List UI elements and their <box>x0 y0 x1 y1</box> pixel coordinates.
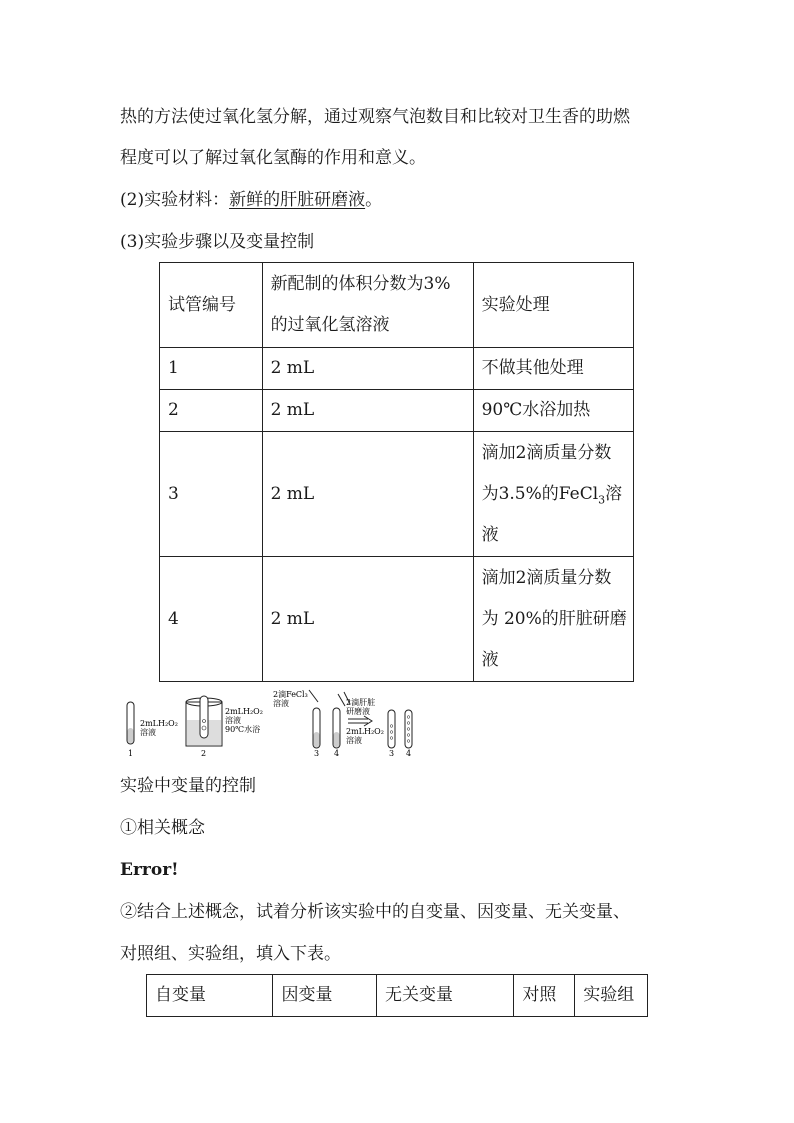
treatment-line2: 为 20%的肝脏研磨 <box>481 608 627 629</box>
cell-treatment <box>473 557 633 682</box>
header-control: 对照 <box>514 975 575 1017</box>
treatment-line3: 液 <box>481 649 499 670</box>
steps-heading: (3)实验步骤以及变量控制 <box>120 232 315 252</box>
fecl3-label2: 溶液 <box>273 699 289 708</box>
header-h2o2-line1: 新配制的体积分数为3% <box>270 274 451 294</box>
table-row <box>160 390 634 432</box>
tube-4b-icon <box>405 710 412 748</box>
tube-3-icon <box>313 708 320 748</box>
header-tube-number: 试管编号 <box>160 263 263 348</box>
analysis-line-1: ②结合上述概念，试着分析该实验中的自变量、因变量、无关变量、 <box>120 902 630 922</box>
cell-id: 1 <box>160 348 263 390</box>
table-row <box>160 557 634 682</box>
cell-volume: 2 mL <box>262 432 473 557</box>
treatment-subscript: 3 <box>598 492 606 506</box>
dropper-1-icon <box>309 690 318 702</box>
beaker-label1: 2mLH₂O₂ <box>225 707 263 716</box>
cell-treatment: 不做其他处理 <box>473 348 633 390</box>
cell-id: 2 <box>160 390 263 432</box>
cell-treatment <box>473 432 633 557</box>
materials-suffix: 。 <box>365 190 383 210</box>
treatment-line1: 滴加2滴质量分数 <box>481 567 612 588</box>
header-h2o2 <box>262 263 473 348</box>
tube-3b-icon <box>388 710 395 748</box>
treatment-line3: 液 <box>481 524 499 545</box>
num-4: 4 <box>334 749 340 758</box>
paragraph-line-2: 程度可以了解过氧化氢酶的作用和意义。 <box>120 148 426 168</box>
treatment-line2-a: 为3.5%的FeCl <box>481 483 599 504</box>
liver-label1: 2滴肝脏 <box>346 698 376 707</box>
num-3: 3 <box>314 749 320 758</box>
cell-id: 4 <box>160 557 263 682</box>
variables-header-row <box>147 975 648 1017</box>
concept-heading: ①相关概念 <box>120 818 205 838</box>
header-treatment: 实验处理 <box>473 263 633 348</box>
num-2: 2 <box>201 749 207 758</box>
analysis-line-2: 对照组、实验组，填入下表。 <box>120 944 341 964</box>
treatment-line2-b: 溶 <box>605 483 623 504</box>
materials-prefix: (2)实验材料： <box>120 190 230 210</box>
paragraph-line-1: 热的方法使过氧化氢分解，通过观察气泡数目和比较对卫生香的助燃 <box>120 107 630 127</box>
experiment-diagram <box>120 688 420 760</box>
liver-label2: 研磨液 <box>346 707 370 716</box>
beaker-label3: 90℃水浴 <box>225 725 261 734</box>
num-1: 1 <box>128 749 134 758</box>
header-dependent: 因变量 <box>273 975 377 1017</box>
h2o2-label2: 溶液 <box>346 736 362 745</box>
variable-heading: 实验中变量的控制 <box>120 776 256 796</box>
treatment-line1: 滴加2滴质量分数 <box>481 442 612 463</box>
dropper-2-icon <box>338 694 345 706</box>
experiment-table <box>159 262 634 682</box>
cell-id: 3 <box>160 432 263 557</box>
cell-volume: 2 mL <box>262 390 473 432</box>
treatment-line2 <box>482 474 633 515</box>
water-bath-icon <box>186 696 222 746</box>
table-row <box>160 348 634 390</box>
tube-1-icon <box>127 702 134 744</box>
tube-4-icon <box>333 708 340 748</box>
tube1-label: 2mLH₂O₂ <box>140 719 178 728</box>
header-independent: 自变量 <box>147 975 273 1017</box>
header-experimental: 实验组 <box>575 975 648 1017</box>
cell-volume: 2 mL <box>262 348 473 390</box>
cell-volume: 2 mL <box>262 557 473 682</box>
variables-table <box>146 974 648 1017</box>
error-text: Error! <box>120 860 179 880</box>
table-header-row <box>160 263 634 348</box>
arrow-icon <box>348 716 372 726</box>
fecl3-label1: 2滴FeCl₃ <box>273 690 308 699</box>
cell-treatment: 90℃水浴加热 <box>473 390 633 432</box>
num-3b: 3 <box>389 749 395 758</box>
materials-underlined: 新鲜的肝脏研磨液 <box>229 190 366 210</box>
tube1-label2: 溶液 <box>140 728 156 737</box>
header-h2o2-line2: 的过氧化氢溶液 <box>270 315 390 335</box>
beaker-label2: 溶液 <box>225 716 241 725</box>
materials-line <box>120 188 382 212</box>
h2o2-label1: 2mLH₂O₂ <box>346 727 384 736</box>
header-irrelevant: 无关变量 <box>377 975 514 1017</box>
table-row <box>160 432 634 557</box>
num-4b: 4 <box>406 749 412 758</box>
